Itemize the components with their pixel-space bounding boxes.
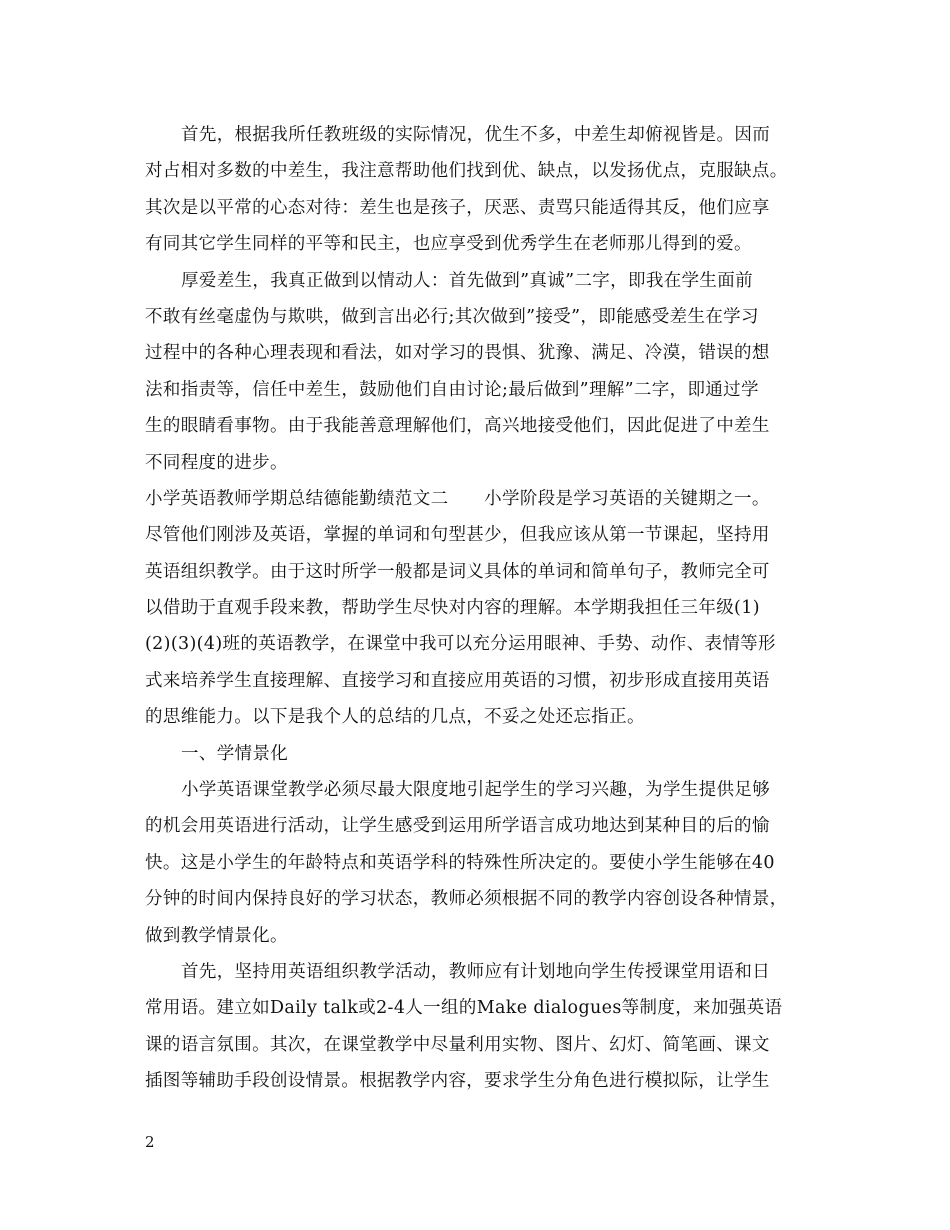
text-line: 厚爱差生，我真正做到以情动人：首先做到”真诚”二字，即我在学生面前 [181,270,753,291]
text-line: 首先，坚持用英语组织教学活动，教师应有计划地向学生传授课堂用语和日 [181,961,771,982]
text-line: 以借助于直观手段来教，帮助学生尽快对内容的理解。本学期我担任三年级(1) [145,598,760,619]
text-line: 尽管他们刚涉及英语，掌握的单词和句型甚少，但我应该从第一节课起，坚持用 [145,525,770,546]
text-line: 首先，根据我所任教班级的实际情况，优生不多，中差生却俯视皆是。因而 [181,125,771,145]
page-number: 2 [145,1133,155,1151]
text-line: 英语组织教学。由于这时所学一般都是词义具体的单词和简单句子，教师完全可 [145,561,770,582]
text-line: 生的眼睛看事物。由于我能善意理解他们，高兴地接受他们，因此促进了中差生 [145,416,770,437]
text-line: 不敢有丝毫虚伪与欺哄，做到言出必行;其次做到”接受”，即能感受差生在学习 [145,306,759,327]
text-line: 一、学情景化 [181,743,289,764]
text-line: 的思维能力。以下是我个人的总结的几点，不妥之处还忘指正。 [145,707,645,728]
text-line: 插图等辅助手段创设情景。根据教学内容，要求学生分角色进行模拟际，让学生 [145,1071,770,1092]
text-line: 常用语。建立如Daily talk或2-4人一组的Make dialogues等制度，来加强英语 [145,998,783,1019]
text-line: 过程中的各种心理表现和看法，如对学习的畏惧、犹豫、满足、冷漠，错误的想 [145,343,770,364]
text-line: 做到教学情景化。 [145,925,288,946]
text-line: 快。这是小学生的年龄特点和英语学科的特殊性所决定的。要使小学生能够在40 [145,852,775,873]
text-line: 法和指责等，信任中差生，鼓励他们自由讨论;最后做到”理解”二字，即通过学 [145,379,759,400]
text-line: 不同程度的进步。 [145,452,288,473]
body-text [145,117,813,1100]
text-line: 课的语言氛围。其次，在课堂教学中尽量利用实物、图片、幻灯、简笔画、课文 [145,1034,770,1055]
text-line: (2)(3)(4)班的英语教学，在课堂中我可以充分运用眼神、手势、动作、表情等形 [145,634,776,655]
text-line: 的机会用英语进行活动，让学生感受到运用所学语言成功地达到某种目的后的愉 [145,816,770,837]
text-line: 小学英语教师学期总结德能勤绩范文二 小学阶段是学习英语的关键期之一。 [145,488,770,509]
text-line: 对占相对多数的中差生，我注意帮助他们找到优、缺点，以发扬优点，克服缺点。 [145,161,788,182]
text-line: 分钟的时间内保持良好的学习状态，教师必须根据不同的教学内容创设各种情景， [145,889,788,910]
text-line: 小学英语课堂教学必须尽最大限度地引起学生的学习兴趣，为学生提供足够 [181,780,771,801]
text-line: 有同其它学生同样的平等和民主，也应享受到优秀学生在老师那儿得到的爱。 [145,234,752,255]
text-line: 其次是以平常的心态对待：差生也是孩子，厌恶、责骂只能适得其反，他们应享 [145,197,770,218]
text-line: 式来培养学生直接理解、直接学习和直接应用英语的习惯，初步形成直接用英语 [145,670,770,691]
